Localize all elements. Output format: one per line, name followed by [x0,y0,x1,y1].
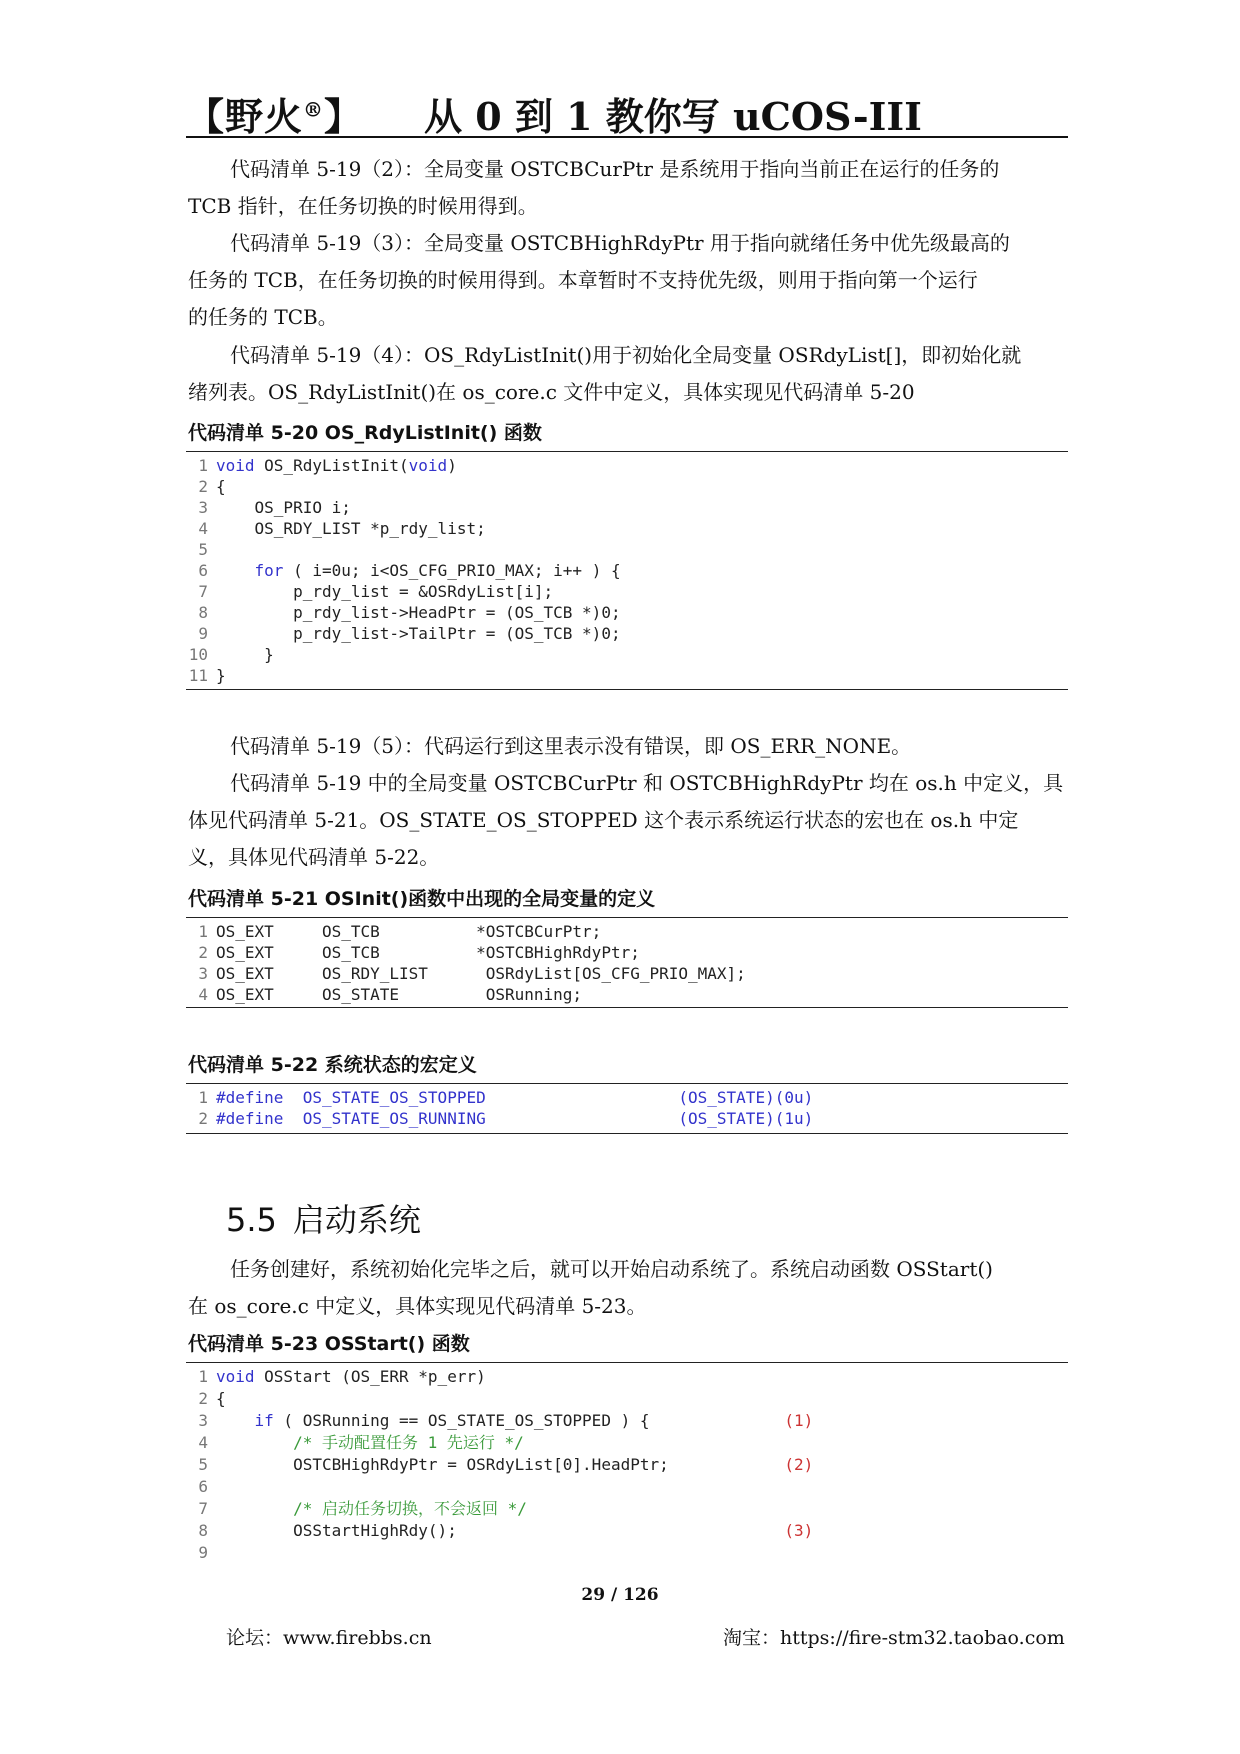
code-line [186,602,1066,623]
paragraph-err-none [188,728,1064,765]
code-line [186,497,1066,518]
code-token: } [216,666,226,685]
code-line [186,539,1066,560]
code-line [186,1454,1066,1475]
paragraph-line: 代码清单 5-19（3）：全局变量 OSTCBHighRdyPtr 用于指向就绪任务中优先级最高的 [230,231,1010,255]
code-token [216,561,255,580]
code-token: (3) [784,1521,814,1540]
paragraph-line: 的任务的 TCB。 [188,305,338,329]
code-line [186,644,1066,665]
code-token: for [254,561,284,580]
code-token: OS_PRIO i; [216,498,351,517]
paragraph-line: 在 os_core.c 中定义，具体实现见代码清单 5-23。 [188,1294,647,1318]
code-line [186,984,1066,1005]
caption-listing-5-20: 代码清单 5-20 OS_RdyListInit() 函数 [188,422,542,444]
code-token: p_rdy_list->HeadPtr = (OS_TCB *)0; [216,603,621,622]
paragraph-line: 任务的 TCB，在任务切换的时候用得到。本章暂时不支持优先级，则用于指向第一个运行 [188,268,978,292]
code-line [186,623,1066,644]
section-heading [226,1195,421,1241]
code-token: OS_EXT OS_TCB *OSTCBCurPtr; [216,922,602,941]
code-listing-5-22 [186,1083,1068,1134]
page-number: 29 / 126 [581,1585,659,1605]
code-token: { [216,1389,226,1408]
line-number: 4 [198,1433,208,1452]
code-token [216,1433,293,1452]
code-token: #define OS_STATE_OS_STOPPED (OS_STATE)(0u) [216,1088,814,1107]
line-number: 8 [198,603,208,622]
code-token: void [216,1367,255,1386]
code-token: #define OS_STATE_OS_RUNNING (OS_STATE)(1u) [216,1109,814,1128]
paragraph-line: 代码清单 5-19 中的全局变量 OSTCBCurPtr 和 OSTCBHighRdyPtr 均在 os.h 中定义，具 [230,771,1064,795]
code-line [186,476,1066,497]
code-token: OS_RDY_LIST *p_rdy_list; [216,519,486,538]
line-number: 11 [188,666,208,685]
code-token: OS_EXT OS_RDY_LIST OSRdyList[OS_CFG_PRIO_MAX]; [216,964,746,983]
code-line [186,518,1066,539]
code-token: OS_EXT OS_TCB *OSTCBHighRdyPtr; [216,943,640,962]
code-token: /* 手动配置任务 1 先运行 */ [293,1433,524,1452]
line-number: 3 [198,498,208,517]
code-token: p_rdy_list = &OSRdyList[i]; [216,582,554,601]
paragraph-tcb-highrdy [188,225,1064,336]
code-line [186,1542,1066,1563]
caption-listing-5-23: 代码清单 5-23 OSStart() 函数 [188,1333,470,1355]
code-token: ) [447,456,457,475]
paragraph-line: 义，具体见代码清单 5-22。 [188,845,440,869]
forum-link[interactable]: 论坛：www.firebbs.cn [226,1627,432,1649]
caption-listing-5-21: 代码清单 5-21 OSInit()函数中出现的全局变量的定义 [188,888,656,910]
line-number: 1 [198,1367,208,1386]
brand-label: 【野火®】 [186,94,364,139]
line-number: 5 [198,540,208,559]
line-number: 6 [198,561,208,580]
paragraph-line: 任务创建好，系统初始化完毕之后，就可以开始启动系统了。系统启动函数 OSStart() [230,1257,993,1281]
code-token [216,1411,255,1430]
paragraph-rdylistinit [188,337,1064,411]
code-token: void [216,456,255,475]
caption-listing-5-22: 代码清单 5-22 系统状态的宏定义 [188,1054,477,1076]
paragraph-line: 代码清单 5-19（2）：全局变量 OSTCBCurPtr 是系统用于指向当前正在运行的任务的 [230,157,1000,181]
code-token [216,1499,293,1518]
paragraph-line: 代码清单 5-19（5）：代码运行到这里表示没有错误，即 OS_ERR_NONE。 [230,734,912,758]
section-title-text: 启动系统 [292,1201,421,1239]
code-token: (1) [784,1411,814,1430]
line-number: 8 [198,1521,208,1540]
code-line [186,455,1066,476]
code-token: OS_EXT OS_STATE OSRunning; [216,985,583,1004]
code-line [186,1087,1066,1108]
code-line [186,963,1066,984]
code-line [186,1388,1066,1409]
code-token: if [254,1411,274,1430]
line-number: 3 [198,964,208,983]
book-title: 从 0 到 1 教你写 uCOS-III [424,94,922,139]
line-number: 2 [198,477,208,496]
code-token: } [216,645,274,664]
code-line [186,1520,1066,1541]
registered-mark: ® [303,97,325,122]
paragraph-line: TCB 指针，在任务切换的时候用得到。 [188,194,538,218]
code-line [186,1108,1066,1129]
paragraph-line: 体见代码清单 5-21。OS_STATE_OS_STOPPED 这个表示系统运行状态的宏也在 os.h 中定 [188,808,1019,832]
code-line [186,560,1066,581]
code-token: { [216,477,226,496]
line-number: 4 [198,985,208,1004]
header-rule [186,136,1068,138]
line-number: 6 [198,1477,208,1496]
code-token: OSTCBHighRdyPtr = OSRdyList[0].HeadPtr; [216,1455,785,1474]
code-token: ( OSRunning == OS_STATE_OS_STOPPED ) { [273,1411,785,1430]
code-line [186,1432,1066,1453]
paragraph-line: 代码清单 5-19（4）：OS_RdyListInit()用于初始化全局变量 OSRdyList[]，即初始化就 [230,343,1022,367]
code-line [186,665,1066,686]
line-number: 1 [198,456,208,475]
code-token: ( i=0u; i<OS_CFG_PRIO_MAX; i++ ) { [283,561,621,580]
code-token: OS_RdyListInit( [254,456,409,475]
line-number: 5 [198,1455,208,1474]
paragraph-osstart [188,1251,1064,1325]
line-number: 4 [198,519,208,538]
code-line [186,1476,1066,1497]
section-number: 5.5 [226,1201,277,1239]
line-number: 2 [198,1109,208,1128]
code-listing-5-21 [186,917,1068,1008]
code-listing-5-23 [186,1362,1068,1563]
code-token: OSStart (OS_ERR *p_err) [254,1367,486,1386]
line-number: 9 [198,1543,208,1562]
paragraph-line: 绪列表。OS_RdyListInit()在 os_core.c 文件中定义，具体实现见代码清单 5-20 [188,380,915,404]
code-line [186,1410,1066,1431]
line-number: 2 [198,1389,208,1408]
code-token: /* 启动任务切换，不会返回 */ [293,1499,527,1518]
shop-link[interactable]: 淘宝：https://fire-stm32.taobao.com [723,1627,1065,1649]
line-number: 2 [198,943,208,962]
paragraph-global-defs [188,765,1064,876]
line-number: 10 [188,645,208,664]
code-line [186,921,1066,942]
code-line [186,1498,1066,1519]
line-number: 1 [198,922,208,941]
paragraph-tcb-curptr [188,151,1064,225]
line-number: 3 [198,1411,208,1430]
code-token: p_rdy_list->TailPtr = (OS_TCB *)0; [216,624,621,643]
code-token: void [408,456,448,475]
line-number: 9 [198,624,208,643]
code-listing-5-20 [186,451,1068,690]
line-number: 7 [198,1499,208,1518]
code-line [186,942,1066,963]
page-header [186,86,1066,139]
line-number: 1 [198,1088,208,1107]
code-line [186,1366,1066,1387]
code-line [186,581,1066,602]
code-token: OSStartHighRdy(); [216,1521,785,1540]
line-number: 7 [198,582,208,601]
code-token: (2) [784,1455,814,1474]
